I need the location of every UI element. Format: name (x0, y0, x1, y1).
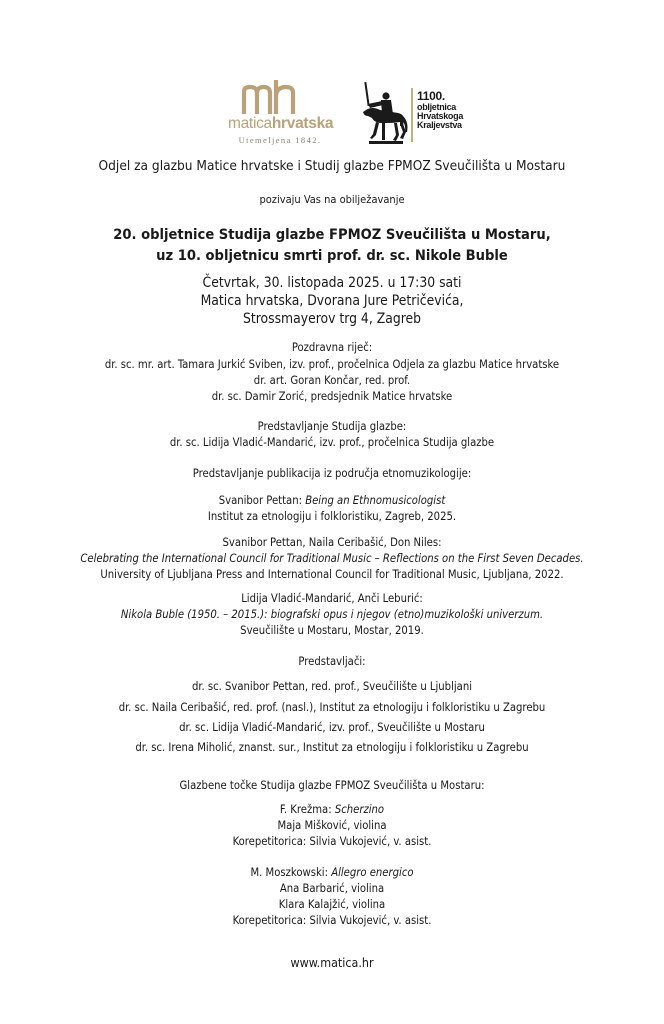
event-title-line-2: uz 10. obljetnicu smrti prof. dr. sc. Nikole Buble (156, 247, 508, 264)
matica-hrvatska-logo (228, 78, 332, 150)
welcome-speaker: dr. art. Goran Končar, red. prof. (253, 374, 411, 387)
welcome-heading: Pozdravna riječ: (291, 341, 373, 354)
performer: Ana Barbarić, violina (279, 882, 385, 895)
music-piece-2: M. Moszkowski: Allegro energico (250, 866, 414, 879)
music-piece-1: F. Krežma: Scherzino (279, 803, 385, 816)
performer: Maja Mišković, violina (277, 819, 387, 832)
performer: Korepetitorica: Silvia Vukojević, v. asist. (232, 914, 432, 927)
presenter-item: dr. sc. Irena Miholić, znanst. sur., Institut za etnologiju i folkloristiku u Zagrebu (135, 741, 529, 754)
event-address: Strossmayerov trg 4, Zagreb (242, 311, 422, 327)
horseman-icon (360, 80, 410, 146)
publications-heading: Predstavljanje publikacija iz područja etnomuzikologije: (192, 467, 472, 480)
presenters-heading: Predstavljači: (298, 655, 366, 668)
publication-1-authors: Svanibor Pettan: Being an Ethnomusicologist (218, 494, 446, 507)
publication-1-publisher: Institut za etnologiju i folkloristiku, Zagreb, 2025. (207, 510, 457, 523)
anniversary-logo (360, 78, 470, 150)
presenter-item: dr. sc. Naila Ceribašić, red. prof. (nasl.), Institut za etnologiju i folkloristiku u Zagrebu (118, 701, 546, 714)
logo-divider (411, 88, 413, 142)
publication-2-title: Celebrating the International Council for Traditional Music – Reflections on the First Seven Decades. (80, 552, 584, 565)
publication-3-authors: Lidija Vladić-Mandarić, Anči Leburić: (241, 592, 423, 605)
performer: Klara Kalajžić, violina (278, 898, 386, 911)
presenter-item: dr. sc. Lidija Vladić-Mandarić, izv. prof., Sveučilište u Mostaru (179, 721, 485, 734)
matica-tagline: Utemeljena 1842. (238, 135, 322, 145)
publication-2-authors: Svanibor Pettan, Naila Ceribašić, Don Niles: (222, 536, 442, 549)
mh-monogram-icon (240, 80, 304, 114)
welcome-speaker: dr. sc. mr. art. Tamara Jurkić Sviben, izv. prof., pročelnica Odjela za glazbu Matice hrvatske (104, 358, 560, 371)
anniversary-text: 1100. obljetnica Hrvatskoga Kraljevstva (417, 89, 464, 131)
publication-3-publisher: Sveučilište u Mostaru, Mostar, 2019. (240, 624, 424, 637)
presenter-item: dr. sc. Svanibor Pettan, red. prof., Sveučilište u Ljubljani (191, 680, 473, 693)
music-heading: Glazbene točke Studija glazbe FPMOZ Sveučilišta u Mostaru: (179, 779, 485, 792)
publication-2-publisher: University of Ljubljana Press and International Council for Traditional Music, Ljubljana, 2022. (100, 568, 564, 581)
event-title-line-1: 20. obljetnice Studija glazbe FPMOZ Sveučilišta u Mostaru, (113, 226, 551, 243)
logo-row (0, 78, 664, 150)
study-presentation-heading: Predstavljanje Studija glazbe: (257, 420, 407, 433)
matica-hrvatska-wordmark: maticahrvatska (228, 115, 334, 132)
event-datetime: Četvrtak, 30. listopada 2025. u 17:30 sati (202, 275, 462, 291)
music-piece-2-title: Allegro energico (331, 866, 414, 879)
welcome-speaker: dr. sc. Damir Zorić, predsjednik Matice hrvatske (211, 390, 453, 403)
study-presentation-speaker: dr. sc. Lidija Vladić-Mandarić, izv. prof., pročelnica Studija glazbe (169, 436, 495, 449)
invite-line: pozivaju Vas na obilježavanje (259, 193, 405, 206)
music-piece-1-title: Scherzino (334, 803, 385, 816)
event-venue: Matica hrvatska, Dvorana Jure Petričevića, (200, 293, 464, 309)
publication-3-title: Nikola Buble (1950. – 2015.): biografski opus i njegov (etno)muzikološki univerzum. (120, 608, 544, 621)
website-link[interactable]: www.matica.hr (290, 955, 374, 970)
organizers-line: Odjel za glazbu Matice hrvatske i Studij glazbe FPMOZ Sveučilišta u Mostaru (98, 158, 566, 174)
performer: Korepetitorica: Silvia Vukojević, v. asist. (232, 835, 432, 848)
publication-1-title: Being an Ethnomusicologist (305, 494, 446, 507)
